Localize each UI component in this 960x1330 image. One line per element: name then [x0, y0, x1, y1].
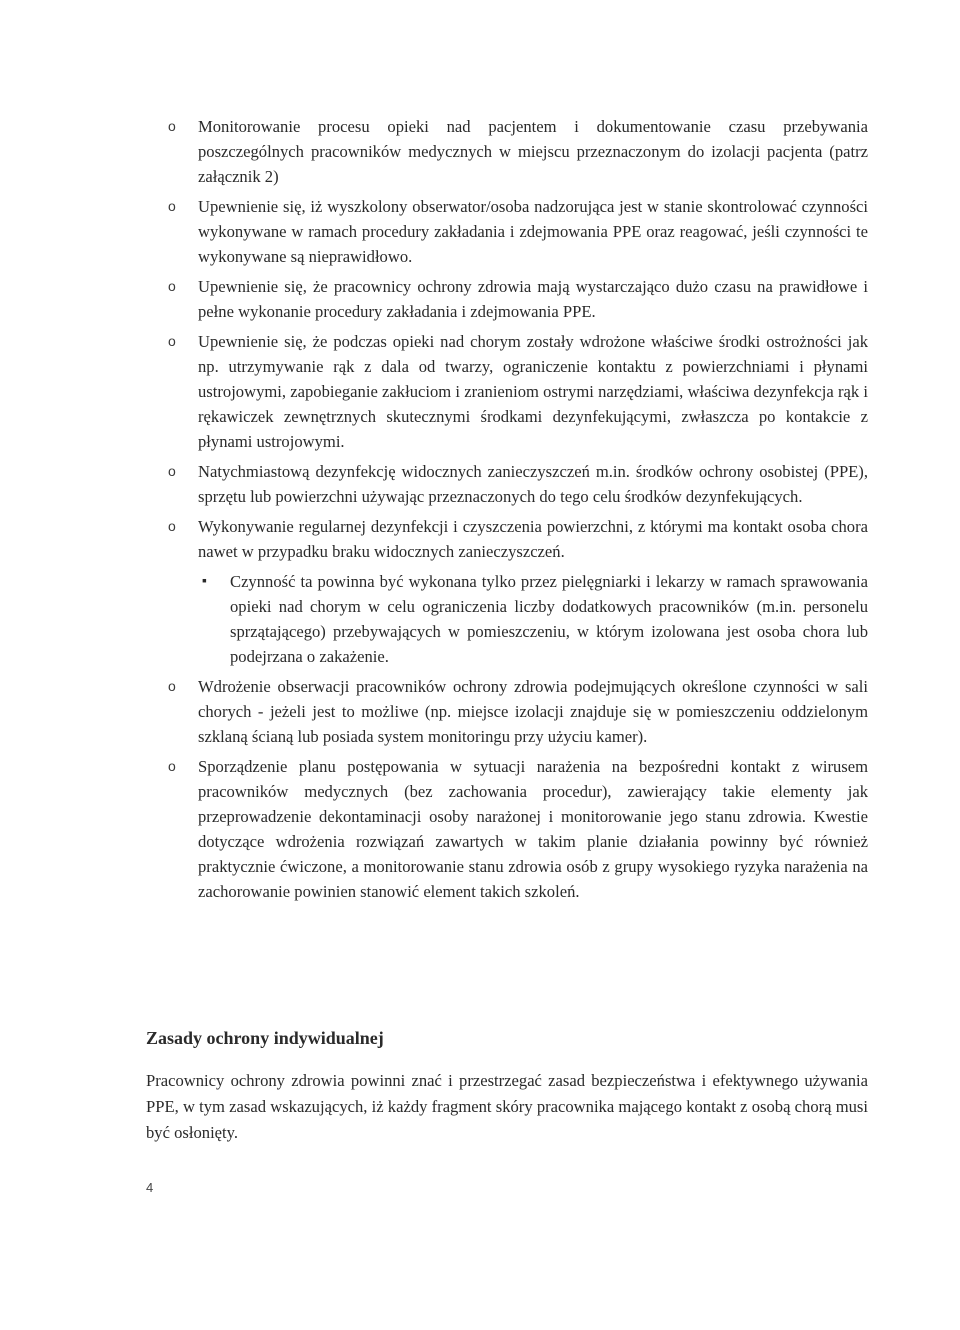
list-marker: o [168, 678, 176, 694]
list-item [168, 274, 868, 324]
list-item-text: Wykonywanie regularnej dezynfekcji i czyszczenia powierzchni, z którymi ma kontakt osoba chora nawet w przypadku braku widocznych zanieczyszczeń. [198, 517, 868, 561]
list-marker: o [168, 278, 176, 294]
list-item-text: Monitorowanie procesu opieki nad pacjentem i dokumentowanie czasu przebywania poszczególnych pracowników medycznych w miejscu przeznaczonym do izolacji pacjenta (patrz załącznik 2) [198, 117, 868, 186]
list-item-text: Upewnienie się, że podczas opieki nad chorym zostały wdrożone właściwe środki ostrożności jak np. utrzymywanie rąk z dala od twarzy, ograniczenie kontaktu z powierzchniami i płynami ustrojowymi, zapobieganie zakłuciom i zranieniom ostrymi narzędziami, właściwa dezynfekcja rąk i rękawiczek zewnętrznych skutecznymi środkami dezynfekującymi, zwłaszcza po kontakcie z płynami ustrojowymi. [198, 332, 868, 451]
section-heading: Zasady ochrony indywidualnej [146, 1028, 384, 1048]
list-item [168, 194, 868, 269]
list-item [168, 674, 868, 749]
sub-list-item-text: Czynność ta powinna być wykonana tylko przez pielęgniarki i lekarzy w ramach sprawowania opieki nad chorym w celu ograniczenia liczby dodatkowych pracowników (m.in. personelu sprzątającego) przebywających w pomieszczeniu, w którym izolowana jest osoba chora lub podejrzana o zakażenie. [230, 572, 868, 666]
list-item-text: Upewnienie się, że pracownicy ochrony zdrowia mają wystarczająco dużo czasu na prawidłowe i pełne wykonanie procedury zakładania i zdejmowania PPE. [198, 277, 868, 321]
list-item [168, 329, 868, 454]
list-item [168, 459, 868, 509]
list-item-text: Natychmiastową dezynfekcję widocznych zanieczyszczeń m.in. środków ochrony osobistej (PPE), sprzętu lub powierzchni używając przeznaczonych do tego celu środków dezynfekujących. [198, 462, 868, 506]
section-paragraph: Pracownicy ochrony zdrowia powinni znać i przestrzegać zasad bezpieczeństwa i efektywnego używania PPE, w tym zasad wskazujących, iż każdy fragment skóry pracownika mającego kontakt z osobą chorą musi być osłonięty. [146, 1071, 868, 1142]
list-item [168, 514, 868, 669]
page-number: 4 [146, 1180, 154, 1195]
list-item [168, 114, 868, 189]
list-marker: o [168, 118, 176, 134]
list-item-text: Sporządzenie planu postępowania w sytuacji narażenia na bezpośredni kontakt z wirusem pracowników medycznych (bez zachowania procedur), zawierający takie elementy jak przeprowadzenie dekontaminacji osoby narażonej i monitorowanie jego stanu zdrowia. Kwestie dotyczące wdrożenia rozwiązań zawartych w takim planie działania powinny być również praktycznie ćwiczone, a monitorowanie stanu zdrowia osób z grupy wysokiego ryzyka narażenia na zachorowanie powinien stanowić element takich szkoleń. [198, 757, 868, 901]
list-marker: o [168, 758, 176, 774]
list-marker: o [168, 198, 176, 214]
list-marker: o [168, 333, 176, 349]
list-marker: o [168, 518, 176, 534]
square-bullet-icon: ▪ [202, 574, 207, 589]
list-item [168, 754, 868, 904]
sub-list [198, 569, 868, 669]
list-item-text: Upewnienie się, iż wyszkolony obserwator/osoba nadzorująca jest w stanie skontrolować czynności wykonywane w ramach procedury zakładania i zdejmowania PPE oraz reagować, jeśli czynności te wykonywane są nieprawidłowo. [198, 197, 868, 266]
sub-list-item [198, 569, 868, 669]
list-marker: o [168, 463, 176, 479]
list-item-text: Wdrożenie obserwacji pracowników ochrony zdrowia podejmujących określone czynności w sali chorych - jeżeli jest to możliwe (np. miejsce izolacji znajduje się w pomieszczeniu oddzielonym szklaną ścianą lub posiada system monitoringu przy użyciu kamer). [198, 677, 868, 746]
procedure-list [168, 114, 868, 909]
